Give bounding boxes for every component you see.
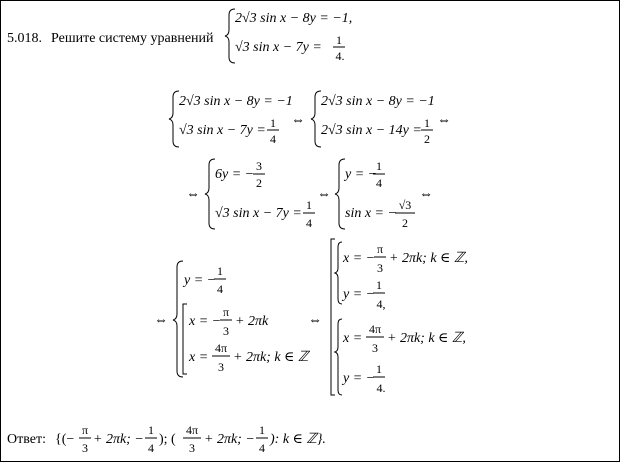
- problem-eq2-den: 4.: [335, 49, 345, 63]
- step3-e1: y = −: [184, 273, 217, 288]
- step2-brace-c: [205, 159, 215, 229]
- answer-p2-den: 3: [189, 441, 195, 455]
- answer-p2-num: 4π: [185, 423, 199, 437]
- answer-close: ): k ∈ ℤ}.: [270, 432, 326, 447]
- answer-p1-num: π: [81, 423, 89, 437]
- step3-f3-den: 3: [372, 341, 378, 355]
- answer-label: Ответ:: [7, 432, 46, 447]
- problem-brace: [225, 9, 235, 63]
- step3-e2-num: π: [222, 305, 230, 319]
- step3-bracket-f: [331, 239, 335, 395]
- step3-brace-f2: [335, 319, 342, 395]
- step1-b2-num: 1: [424, 116, 430, 130]
- step1-b2-den: 2: [424, 132, 430, 146]
- answer-p1-mid: + 2πk; −: [93, 432, 144, 447]
- step3-f4-num: 1: [376, 362, 382, 376]
- step3-e2-den: 3: [223, 324, 229, 338]
- step3-f3-right: + 2πk; k ∈ ℤ,: [387, 331, 466, 346]
- step2-equiv-2: ⇔: [317, 187, 331, 202]
- step3-e2: x = −: [189, 314, 222, 329]
- answer-sep: ); (: [159, 432, 176, 447]
- step3-f1-num: π: [376, 242, 384, 256]
- step3-f1: x = −: [343, 251, 376, 266]
- math-canvas: [1, 1, 619, 461]
- step3-e1-den: 4: [217, 282, 223, 296]
- step3-f2-num: 1: [376, 278, 382, 292]
- step2-equiv-1: ⇔: [186, 187, 200, 202]
- step3-e3-den: 3: [218, 360, 224, 374]
- problem-eq2: √3 sin x − 7y =: [235, 40, 322, 55]
- step3-brace-f1: [335, 242, 342, 304]
- step2-d1-den: 4: [376, 176, 382, 190]
- problem-eq2-num: 1: [336, 33, 342, 47]
- step1-equiv-1: ⇔: [291, 113, 305, 128]
- answer-p2-mid: + 2πk; −: [204, 432, 255, 447]
- step2-brace-d: [335, 159, 345, 229]
- answer-p2-num2: 1: [259, 423, 265, 437]
- answer-p2-den2: 4: [259, 441, 265, 455]
- step2-c1: 6y = −: [215, 167, 255, 182]
- step2-d1: y = −: [345, 167, 378, 182]
- step3-f1-right: + 2πk; k ∈ ℤ,: [389, 251, 468, 266]
- step3-f1-den: 3: [377, 261, 383, 275]
- step3-e3-num: 4π: [214, 341, 228, 355]
- step3-equiv-2: ⇔: [308, 313, 322, 328]
- problem-eq1: 2√3 sin x − 8y = −1,: [235, 11, 353, 26]
- answer-p1-den2: 4: [148, 441, 154, 455]
- problem-number: 5.018.: [7, 31, 42, 46]
- step3-e1-num: 1: [217, 264, 223, 278]
- step1-b2: 2√3 sin x − 14y =: [321, 123, 422, 138]
- answer-open: {(−: [55, 432, 75, 447]
- step1-a2-num: 1: [270, 116, 276, 130]
- step2-c2: √3 sin x − 7y =: [215, 206, 302, 221]
- answer-p1-num2: 1: [148, 423, 154, 437]
- step3-e3: x =: [189, 350, 209, 365]
- step3-brace-e: [173, 261, 183, 377]
- step2-d2-num: √3: [398, 198, 412, 212]
- step2-c1-den: 2: [256, 176, 262, 190]
- step1-brace-b: [311, 91, 321, 147]
- step2-c1-num: 3: [256, 159, 262, 173]
- step1-a2-den: 4: [270, 132, 276, 146]
- step2-d2-den: 2: [402, 216, 408, 230]
- step3-f3: x =: [343, 331, 363, 346]
- step2-c2-den: 4: [306, 216, 312, 230]
- step3-f4-den: 4.: [376, 381, 386, 395]
- step3-f3-num: 4π: [368, 322, 382, 336]
- step1-brace-a: [169, 91, 179, 147]
- step3-bracket-e: [183, 304, 187, 374]
- step3-f2: y = −: [343, 287, 376, 302]
- step1-a1: 2√3 sin x − 8y = −1: [179, 94, 293, 109]
- step1-a2: √3 sin x − 7y =: [179, 123, 266, 138]
- step3-e3-right: + 2πk; k ∈ ℤ: [233, 350, 309, 365]
- answer-p1-den: 3: [82, 441, 88, 455]
- step2-c2-num: 1: [306, 198, 312, 212]
- problem-statement: Решите систему уравнений: [51, 31, 214, 46]
- step2-d1-num: 1: [376, 159, 382, 173]
- step3-e2-right: + 2πk: [235, 314, 269, 329]
- step1-b1: 2√3 sin x − 8y = −1: [321, 94, 435, 109]
- step2-equiv-3: ⇔: [419, 187, 433, 202]
- step3-f2-den: 4,: [376, 297, 386, 311]
- step2-d2: sin x = −: [345, 206, 397, 221]
- step1-equiv-2: ⇔: [437, 113, 451, 128]
- step3-f4: y = −: [343, 371, 376, 386]
- step3-equiv-1: ⇔: [154, 313, 168, 328]
